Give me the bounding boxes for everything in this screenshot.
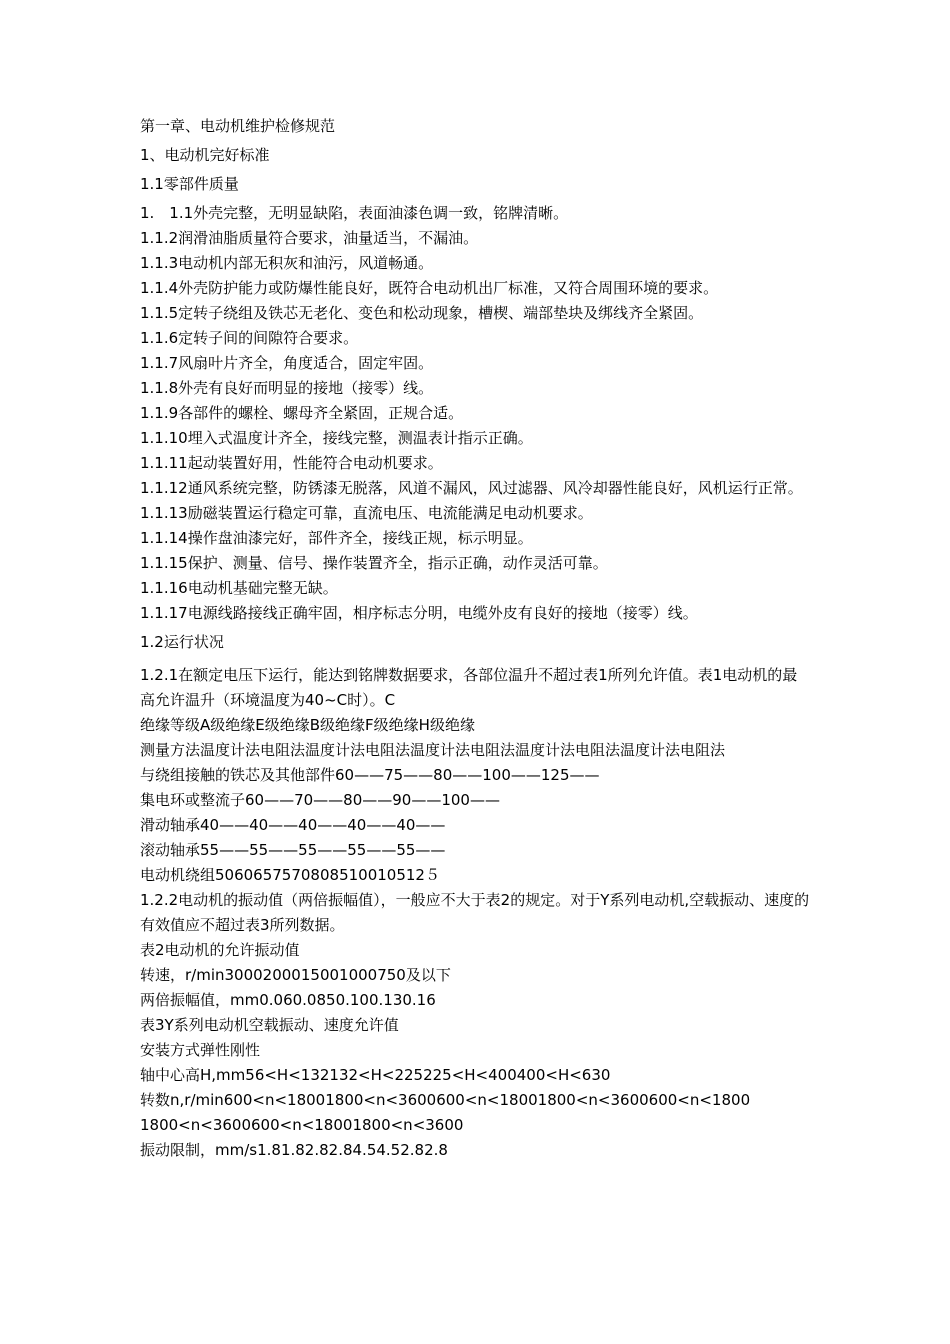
paragraph: 1.1.16电动机基础完整无缺。 bbox=[140, 579, 338, 597]
table-row: 1800<n<3600600<n<18001800<n<3600 bbox=[140, 1116, 464, 1134]
table-row: 绝缘等级A级绝缘E级绝缘B级绝缘F级绝缘H级绝缘 bbox=[140, 716, 475, 734]
table-row: 轴中心高H,mm56<H<132132<H<225225<H<400400<H<630 bbox=[140, 1066, 611, 1084]
table-row: 与绕组接触的铁芯及其他部件60——75——80——100——125—— bbox=[140, 766, 600, 784]
paragraph: 1.1.8外壳有良好而明显的接地（接零）线。 bbox=[140, 379, 434, 397]
table-row: 振动限制，mm/s1.81.82.82.84.54.52.82.8 bbox=[140, 1141, 448, 1159]
table-row: 转速，r/min3000200015001000750及以下 bbox=[140, 966, 451, 984]
table-caption: 表3Y系列电动机空载振动、速度允许值 bbox=[140, 1016, 399, 1034]
paragraph: 1.1.4外壳防护能力或防爆性能良好，既符合电动机出厂标准，又符合周围环境的要求。 bbox=[140, 279, 719, 297]
paragraph: 1.1.12通风系统完整，防锈漆无脱落，风道不漏风，风过滤器、风冷却器性能良好，风机运行正常。 bbox=[140, 479, 803, 497]
table-row: 转数n,r/min600<n<18001800<n<3600600<n<18001800<n<3600600<n<1800 bbox=[140, 1091, 751, 1109]
table-row: 滚动轴承55——55——55——55——55—— bbox=[140, 841, 446, 859]
chapter-title: 第一章、电动机维护检修规范 bbox=[140, 117, 336, 135]
document-body bbox=[140, 114, 812, 1163]
paragraph: 1.1.15保护、测量、信号、操作装置齐全，指示正确，动作灵活可靠。 bbox=[140, 554, 608, 572]
section-heading: 1、电动机完好标准 bbox=[140, 146, 270, 164]
paragraph: 1.1.17电源线路接线正确牢固，相序标志分明，电缆外皮有良好的接地（接零）线。 bbox=[140, 604, 698, 622]
table-row: 电动机绕组5060657570808510010512５ bbox=[140, 866, 440, 884]
table-row: 两倍振幅值，mm0.060.0850.100.130.16 bbox=[140, 991, 436, 1009]
table-row: 测量方法温度计法电阻法温度计法电阻法温度计法电阻法温度计法电阻法温度计法电阻法 bbox=[140, 741, 726, 759]
paragraph: 1.2.1在额定电压下运行，能达到铭牌数据要求，各部位温升不超过表1所列允许值。表1电动机的最高允许温升（环境温度为40~C时）。C bbox=[140, 666, 798, 709]
paragraph: 1.1.7风扇叶片齐全，角度适合，固定牢固。 bbox=[140, 354, 434, 372]
subsection-heading: 1.1零部件质量 bbox=[140, 175, 239, 193]
paragraph: 1.1.6定转子间的间隙符合要求。 bbox=[140, 329, 359, 347]
paragraph: 1.1.9各部件的螺栓、螺母齐全紧固，正规合适。 bbox=[140, 404, 464, 422]
paragraph: 1.1.14操作盘油漆完好，部件齐全，接线正规，标示明显。 bbox=[140, 529, 533, 547]
paragraph: 1.1.11起动装置好用，性能符合电动机要求。 bbox=[140, 454, 443, 472]
paragraph: 1.1.13励磁装置运行稳定可靠，直流电压、电流能满足电动机要求。 bbox=[140, 504, 593, 522]
paragraph: 1. 1.1外壳完整，无明显缺陷，表面油漆色调一致，铭牌清晰。 bbox=[140, 204, 569, 222]
paragraph: 1.2.2电动机的振动值（两倍振幅值），一般应不大于表2的规定。对于Y系列电动机,空载振动、速度的有效值应不超过表3所列数据。 bbox=[140, 891, 810, 934]
table-caption: 表2电动机的允许振动值 bbox=[140, 941, 300, 959]
paragraph: 1.1.10埋入式温度计齐全，接线完整，测温表计指示正确。 bbox=[140, 429, 533, 447]
paragraph: 1.1.3电动机内部无积灰和油污，风道畅通。 bbox=[140, 254, 434, 272]
subsection-heading: 1.2运行状况 bbox=[140, 633, 224, 651]
table-row: 滑动轴承40——40——40——40——40—— bbox=[140, 816, 446, 834]
paragraph: 1.1.5定转子绕组及铁芯无老化、变色和松动现象，槽楔、端部垫块及绑线齐全紧固。 bbox=[140, 304, 704, 322]
table-row: 安装方式弹性刚性 bbox=[140, 1041, 261, 1059]
paragraph: 1.1.2润滑油脂质量符合要求，油量适当，不漏油。 bbox=[140, 229, 479, 247]
table-row: 集电环或整流子60——70——80——90——100—— bbox=[140, 791, 500, 809]
